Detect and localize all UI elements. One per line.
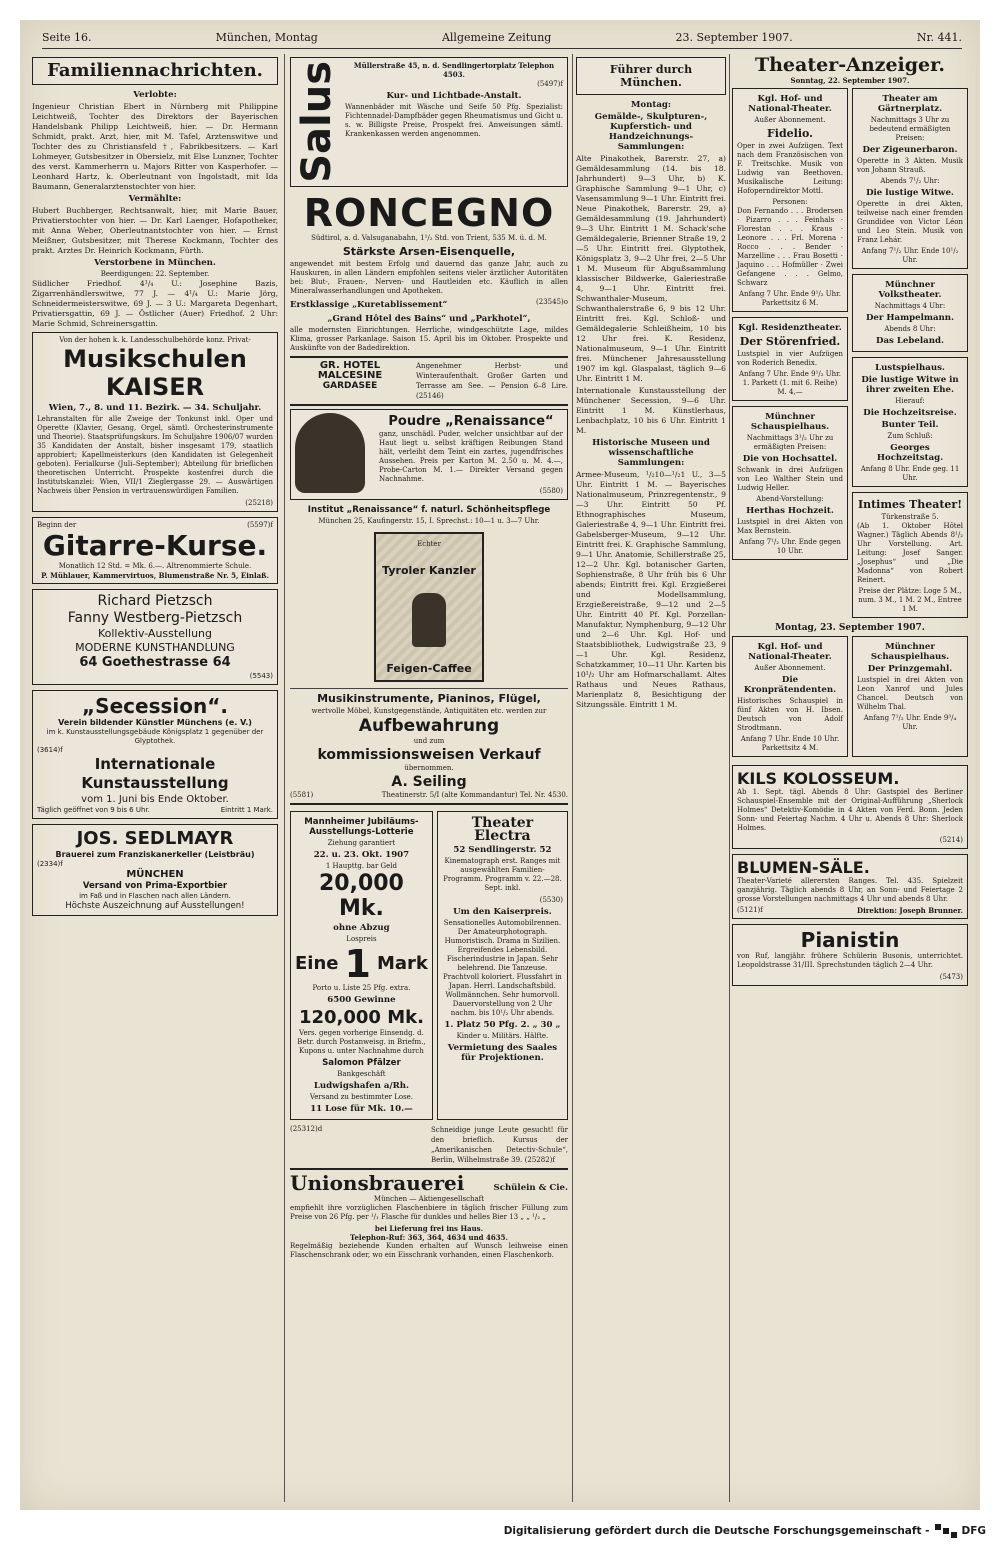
schau-time-2: Anfang 7¹/₂ Uhr. Ende gegen 10 Uhr. xyxy=(739,538,841,555)
pianistin-number: (5473) xyxy=(939,973,963,981)
res-time: Anfang 7 Uhr. Ende 9¹/₂ Uhr. xyxy=(739,370,841,378)
gitarre-text: Monatlich 12 Std. = Mk. 6.—. Altrenommierte Schule. xyxy=(58,562,252,570)
seiling-address: Theatinerstr. 5/I (alte Kommandantur) Tel. Nr. 4530. xyxy=(381,790,568,799)
gitarre-title: Gitarre-Kurse. xyxy=(42,529,268,562)
intimes-text: (Ab 1. Oktober Hôtel Wagner.) Täglich Abends 8¹/₂ Uhr Vorstellung. Art. Leitung: Josef Sanger. „Josephus“ und „Die Madonna“ von Robert Reinert. xyxy=(857,522,963,584)
hof-play: Fidelio. xyxy=(766,127,813,140)
pietzsch-name-2: Fanny Westberg-Pietzsch xyxy=(67,610,243,626)
newspaper-title: Allgemeine Zeitung xyxy=(441,30,552,44)
pianistin-ad xyxy=(732,924,968,986)
unions-sub: München — Aktiengesellschaft xyxy=(373,1194,485,1203)
hof2-title: Kgl. Hof- und National-Theater. xyxy=(748,642,832,662)
electra-number: (5530) xyxy=(539,895,563,904)
intimes-price: Preise der Plätze: Loge 5 M., num. 3 M., 1 M. 2 M., Entree 1 M. xyxy=(858,587,962,613)
hof-text: Oper in zwei Aufzügen. Text nach dem Französischen von F. Treitschke. Musik von Ludwig van Beethoven. Musikalische Leitung: Hofoperndirektor Mottl. xyxy=(737,142,843,195)
unions-title: Unionsbrauerei xyxy=(290,1170,465,1195)
lust-bunter: Bunter Teil. xyxy=(881,420,939,430)
column-rule xyxy=(572,54,573,1502)
hof2-text: Historisches Schauspiel in fünf Akten von H. Ibsen. Deutsch von Adolf Strodtmann. xyxy=(737,697,843,732)
digitization-footer xyxy=(0,1516,1000,1546)
pietzsch-ad xyxy=(32,589,278,685)
pfaelzer-name: Salomon Pfälzer xyxy=(322,1057,401,1068)
kanzler-figure-icon xyxy=(412,593,446,647)
dfg-logo-text: DFG xyxy=(961,1525,986,1537)
kils-title: KILS KOLOSSEUM. xyxy=(737,769,900,788)
seiling-number: (5581) xyxy=(290,790,314,799)
gaertner-play: Der Zigeunerbaron. xyxy=(862,145,958,155)
salus-kur: Kur- und Lichtbade-Anstalt. xyxy=(386,91,522,101)
secession-number: (3614)f xyxy=(37,746,63,754)
intimes-title: Intimes Theater! xyxy=(857,498,963,511)
pietzsch-exhibition: Kollektiv-Ausstellung xyxy=(97,627,213,640)
res-price: 1. Parkett (1. mit 6. Reihe) M. 4,— xyxy=(742,379,838,396)
detektiv-number: (25282)f xyxy=(524,1155,555,1164)
lotterie-ziehung: Ziehung garantiert xyxy=(327,838,396,847)
fuehrer-montag: Montag: xyxy=(630,100,672,110)
intl-exhibition-title: Internationale Kunstausstellung xyxy=(81,755,229,792)
hof2-play: Die Kronprätendenten. xyxy=(743,675,837,695)
salus-ad xyxy=(290,57,568,187)
und-zum: und zum xyxy=(413,736,445,745)
column-rule xyxy=(284,54,285,1502)
musik-title: Musikinstrumente, Pianinos, Flügel, xyxy=(317,691,541,705)
schau-text-2: Lustspiel in drei Akten von Max Bernstein. xyxy=(737,518,843,535)
kur-sub: „Grand Hôtel des Bains“ und „Parkhotel“, xyxy=(327,313,531,324)
schau-time: Nachmittags 3¹/₂ Uhr zu ermäßigten Preisen: xyxy=(746,434,834,451)
electra-ad xyxy=(437,811,568,1120)
lotterie-haupt: 1 Haupttg. bar Geld xyxy=(325,861,398,870)
uebernommen: übernommen. xyxy=(404,763,454,772)
lotterie-gewinne: 6500 Gewinne xyxy=(327,994,396,1005)
gitarre-address: P. Mühlauer, Kammervirtuos, Blumenstraße Nr. 5, Einlaß. xyxy=(41,571,269,580)
schau2-time: Anfang 7¹/₂ Uhr. Ende 9³/₄ Uhr. xyxy=(863,714,957,731)
unions-text: empfiehlt ihre vorzüglichen Flaschenbiere in täglich frischer Füllung zum Preise von 26 Pfg. per ¹/₁ Flasche für dunkles und helles Bier 13 „ „ ¹/₂ „ xyxy=(290,1203,568,1221)
kanzler-title: Tyroler Kanzler xyxy=(382,563,476,577)
kur-text: alle modernsten Einrichtungen. Herrliche, windgeschützte Lage, mildes Klima, grosser Parkanlage. Saison 15. April bis im Oktober. Prospekte und Auskünfte von der Badedirektion. xyxy=(290,325,568,352)
poudre-text: ganz, unschädl. Puder, welcher unsichtbar auf der Haut liegt u. selbst kräftigen Reibungen Stand hält, verleiht dem Teint ein zartes, jugendfrisches Aussehen. Preis per Karton M. 2.50 u. M. 4.—, Probe-Carton M. 1.— Direkter Versand gegen Nachnahme. xyxy=(379,429,563,483)
unions-frei: bei Lieferung frei ins Haus. xyxy=(374,1223,484,1233)
kils-number: (5214) xyxy=(939,836,963,844)
electra-title: Theater Electra xyxy=(471,814,534,844)
kur-heading: Erstklassige „Kuretablissement“ xyxy=(290,299,448,310)
musikschulen-ad xyxy=(32,332,278,512)
hof-price: Parkettsitz 6 M. xyxy=(761,299,819,307)
gaertner-box xyxy=(852,88,968,269)
woman-portrait-icon xyxy=(295,413,365,493)
roncegno-heading: Stärkste Arsen-Eisenquelle, xyxy=(342,244,516,258)
musikschulen-text: Lehranstalten für alle Zweige der Tonkunst inkl. Oper und Operette (Klavier, Gesang, Orgel, sämtl. Orchesterinstrumente und Theorie). Staatsprüfungskurs. Im Schuljahre 1906/07 wurden 35 Kandidaten der Anstalt, bisher insgesamt 179, staatlich approbiert; Kapellmeisterkurs (den Kandidaten ist Gelegenheit geboten). Ferialkurse (Juli–September); Abteilung für brieflichen theoretischen Unterricht. Prospekte kostenfrei durch die Institutskanzlei: Wien, VII/1 Zieglergasse 29. — Auswärtigen Nachweis über Pension in vertrauenswürdigen Familien. xyxy=(37,415,273,495)
schau-abend: Abend-Vorstellung: xyxy=(756,495,824,503)
blumen-title: BLUMEN-SÄLE. xyxy=(737,858,870,877)
footer-text: Digitalisierung gefördert durch die Deutsche Forschungsgemeinschaft - xyxy=(503,1525,930,1537)
gitarre-number: (5597)f xyxy=(247,521,273,529)
volks-play: Der Hampelmann. xyxy=(865,313,955,323)
page-number: Seite 16. xyxy=(42,30,92,44)
gitarre-intro: Beginn der xyxy=(37,521,77,529)
intl-price: Eintritt 1 Mark. xyxy=(220,806,273,814)
hof2-box xyxy=(732,636,848,757)
electra-kaiser: Um den Kaiserpreis. xyxy=(453,906,552,917)
detektiv-text: Schneidige junge Leute gesucht! für den brieflich. Kursus der „Amerikanischen Detectiv-Schule“, Berlin, Wilhelmstraße 39. xyxy=(431,1125,568,1164)
sedlmayr-line-3: Höchste Auszeichnung auf Ausstellungen! xyxy=(65,901,245,911)
issue-number: Nr. 441. xyxy=(916,30,962,44)
vermaehlte-heading: Vermählte: xyxy=(128,194,182,204)
lotterie-sum-2: 120,000 Mk. xyxy=(298,1006,424,1028)
secession-ad xyxy=(32,690,278,819)
schau2-play: Der Prinzgemahl. xyxy=(867,664,953,674)
lotterie-porto: Porto u. Liste 25 Pfg. extra. xyxy=(312,983,411,992)
volks-time: Nachmittags 4 Uhr: xyxy=(874,302,946,310)
malcesine-number: (25146) xyxy=(416,391,444,400)
fuehrer-text-3: Armee-Museum, ¹/₂10—¹/₂1 U., 3—5 Uhr. Eintritt 1 M. — Bayerisches Nationalmuseum, Prinzregentenstr., 9—3 Uhr. Eintritt 50 Pf. Ethnographisches Museum, Galeriestraße 4, 9—1 Uhr. Eintritt frei. Gabelsberger-Museum, 9—12 Uhr. Eintritt frei. K. Graphische Sammlung, 9—1 Uhr. Anatomie, Schillerstraße 25, 12—2 Uhr. Kgl. botanischer Garten, Sophienstraße, 8 Uhr früh bis 6 Uhr abends; Eintritt frei. Kgl. Erzgießerei und Modellsammlung, Erzgießereistraße, 9—12 und 2—5 Uhr. Eintritt 40 Pf. Kgl. Porzellan-Manufaktur, Nymphenburg, 9—12 Uhr und 2—6 Uhr. Kgl. Hof- und Staatsbibliothek, Ludwigstraße 23, 9—1 Uhr. Kgl. Residenz, Schatzkammer, 10—11 Uhr. Karten bis 10¹/₂ Uhr am Hofmarschallamt. Altes Rathaus und Neues Rathaus, Marienplatz 8, Besichtigung der Sitzungssäle. Eintritt 1 M. xyxy=(576,470,726,709)
gaertner-time-2: Anfang 7¹/₂ Uhr. Ende 10¹/₂ Uhr. xyxy=(861,247,959,264)
bank-line: Bankgeschäft xyxy=(337,1069,386,1078)
electra-preis: 1. Platz 50 Pfg. 2. „ 30 „ xyxy=(444,1019,561,1030)
salus-logo: Salus xyxy=(294,61,340,183)
detektiv-number-2: (25312)d xyxy=(290,1124,323,1133)
fuehrer-hist: Historische Museen und wissenschaftliche Sammlungen: xyxy=(592,438,710,468)
sedlmayr-line-1: Versand von Prima-Exportbier xyxy=(82,881,228,891)
lotterie-sum: 20,000 Mk. xyxy=(318,870,404,921)
unions-foot: Regelmäßig beziehende Kunden erhalten auf Wunsch leihweise einen Flaschenschrank oder, wo ein Eisschrank vorhanden, einen Flaschenkorb. xyxy=(290,1241,568,1259)
roncegno-text: angewendet mit bestem Erfolg und dauernd das ganze Jahr, auch zu Hauskuren, in allen Ländern empfohlen seitens vieler ärztlicher Autoritäten bei: Blut-, Frauen-, Nerven- und Hautleiden etc. Käuflich in allen Mineralwasserhandlungen und Apotheken. xyxy=(290,259,568,295)
lotterie-los: Lospreis xyxy=(346,934,377,943)
family-notices-title-box xyxy=(32,57,278,85)
pietzsch-number: (5543) xyxy=(249,672,273,680)
salus-number: (5497)f xyxy=(537,80,563,88)
gitarre-ad xyxy=(32,517,278,584)
unions-tel: Telephon-Ruf: 363, 364, 4634 und 4635. xyxy=(350,1232,508,1242)
blumen-number: (5121)f xyxy=(737,906,763,914)
verlobte-text: Ingenieur Christian Ebert in Nürnberg mit Philippine Leichtweiß, Tochter des Direktors der Bayerischen Handelsbank Philipp Leichtweiß, hier. — Dr. Hermann Schmidt, prakt. Arzt, hier, mit M. Tafel, Arztenswitwe und Tochter des zu Christiansfeld †, Fabrikbesitzers. — Karl Lohmeyer, Gutsbesitzer in Obersielz, mit Else Lunzner, Tochter des verst. Kammerherrn u. Majors Ritter von Kasperhofer. — Leonhard Hartz, k. Oberleutnant von Ingolstadt, mit Ida Baumann, Generalarztenstochter von hier. xyxy=(32,102,278,191)
lotterie-text: Vers. gegen vorherige Einsendg. d. Betr. durch Postanweisg. in Briefm., Kupons u. unter Nachnahme durch xyxy=(297,1028,426,1055)
electra-text: Kinematograph erst. Ranges mit ausgewählten Familien-Programm. Programm v. 22.—28. Sept. inkl. xyxy=(443,856,562,892)
page-header xyxy=(42,26,962,49)
verstorbene-heading: Verstorbene in München. xyxy=(94,258,216,268)
schau-play-2: Herthas Hochzeit. xyxy=(746,506,834,516)
electra-address: 52 Sendlingerstr. 52 xyxy=(453,844,552,855)
volks-box xyxy=(852,274,968,352)
malcesine-ad xyxy=(290,361,568,401)
column-1 xyxy=(32,54,278,1502)
ludwigshafen-line: Ludwigshafen a/Rh. xyxy=(313,1080,409,1091)
issue-date: 23. September 1907. xyxy=(675,30,793,44)
kils-text: Ab 1. Sept. tägl. Abends 8 Uhr: Gastspiel des Berliner Schauspiel-Ensemble mit der Original-Aufführung „Sherlock Holmes“ Detektiv-Komödie in 4 Akten von Ferd. Bonn. Jeden Sonn- und Feiertag Nachm. 4 Uhr u. Abends 8 Uhr: Sherlock Holmes. xyxy=(737,788,963,832)
verlobte-heading: Verlobte: xyxy=(133,90,177,100)
lust-title: Lustspielhaus. xyxy=(875,363,945,373)
hof2-time: Anfang 7 Uhr. Ende 10 Uhr. xyxy=(740,735,840,743)
musikschulen-intro: Von der hohen k. k. Landesschulbehörde konz. Privat- xyxy=(59,336,251,344)
poudre-number: (5580) xyxy=(539,486,563,495)
lust-play: Die lustige Witwe in ihrer zweiten Ehe. xyxy=(861,375,959,395)
kanzler-bottom: Feigen-Caffee xyxy=(386,661,472,675)
schau-text: Schwank in drei Aufzügen von Leo Walther Stein und Ludwig Heller. xyxy=(737,466,843,492)
schau-play: Die von Hochsattel. xyxy=(742,454,838,464)
hof-cast: Don Fernando . . . Brodersen · Pizarro . . . Feinhals · Florestan . . . Kraus · Leonore . . . Frl. Morena · Rocco . . . Bender · Marzelline . . . Frau Bosetti · Jaquino . . . Hofmüller · Zwei Gefangene . . . Gelmo, Schwarz xyxy=(737,207,843,287)
secession-sub: Verein bildender Künstler Münchens (e. V.) xyxy=(58,718,252,727)
sedlmayr-number: (2334)f xyxy=(37,860,63,868)
mark-word: Mark xyxy=(376,952,428,974)
electra-items: Sensationelles Automobilrennen. Der Amateurphotograph. Humoristisch. Drama in Sizilien. Ergreifendes Lebensbild. Fischerindustrie in Japan. Sehr belehrend. Die Tanzeuse. Prachtvoll koloriert. Flussfahrt in Japan. Herrl. Landschaftsbild. Wollmännchen. Sehr humorvoll. Dauervorstellung von 2 Uhr nachm. bis 10¹/₂ Uhr abends. xyxy=(443,918,562,1017)
intl-exhibition-dates: vom 1. Juni bis Ende Oktober. xyxy=(81,794,229,805)
kur-number: (23545)o xyxy=(536,297,568,306)
electra-kinder: Kinder u. Militärs. Hälfte. xyxy=(456,1031,549,1040)
poudre-institute: Institut „Renaissance“ f. naturl. Schönheitspflege xyxy=(307,504,551,515)
res-play: Der Störenfried. xyxy=(739,335,841,348)
place-date-left: München, Montag xyxy=(215,30,318,44)
kommission: kommissionsweisen Verkauf xyxy=(317,746,541,763)
malcesine-sub: GARDASEE xyxy=(322,380,378,391)
sedlmayr-title: JOS. SEDLMAYR xyxy=(76,828,234,849)
schau2-box xyxy=(852,636,968,757)
versand-line: Versand zu bestimmter Lose. xyxy=(309,1092,414,1101)
musikschulen-number: (25218) xyxy=(245,499,273,507)
fuehrer-title: Führer durch München. xyxy=(609,63,693,89)
intimes-box xyxy=(852,492,968,618)
poudre-address: München 25, Kaufingerstr. 15, I. Sprechst.: 10—1 u. 3—7 Uhr. xyxy=(318,516,540,525)
schau2-text: Lustspiel in drei Akten von Leon Xanrof und Jules Chancel. Deutsch von Wilhelm Thal. xyxy=(857,676,963,711)
theater-montag: Montag, 23. September 1907. xyxy=(775,623,925,633)
blumen-sub: Theater-Varieté allerersten Ranges. Tel. 435. Spielzeit ganzjährig. Täglich abends 8 Uhr, an Sonn- und Feiertage 2 grosse Vorstellungen nachmittags 4 Uhr und abends 8 Uhr. xyxy=(737,877,963,903)
hof-abo: Außer Abonnement. xyxy=(754,116,826,124)
column-rule xyxy=(729,54,730,1502)
intl-open-hours: Täglich geöffnet von 9 bis 6 Uhr. xyxy=(37,806,150,814)
theater-sonntag: Sonntag, 22. September 1907. xyxy=(790,76,910,85)
hof-title: Kgl. Hof- und National-Theater. xyxy=(748,94,832,114)
poudre-title: Poudre „Renaissance“ xyxy=(388,413,554,429)
sedlmayr-sub: Brauerei zum Franziskanerkeller (Leistbräu) xyxy=(55,850,255,859)
volks-title: Münchner Volkstheater. xyxy=(878,280,942,300)
roncegno-title: RONCEGNO xyxy=(303,190,555,235)
family-notices-title: Familiennachrichten. xyxy=(47,60,263,81)
sedlmayr-line-2: im Faß und in Flaschen nach allen Ländern. xyxy=(79,892,231,900)
res-title: Kgl. Residenztheater. xyxy=(738,323,842,333)
sedlmayr-city: MÜNCHEN xyxy=(126,869,184,880)
secession-title: „Secession“. xyxy=(82,694,228,718)
hof-time: Anfang 7 Uhr. Ende 9¹/₂ Uhr. xyxy=(739,290,841,298)
electra-vermietung: Vermietung des Saales für Projektionen. xyxy=(447,1042,558,1063)
hof2-abo: Außer Abonnement. xyxy=(754,664,826,672)
pietzsch-name-1: Richard Pietzsch xyxy=(97,593,213,609)
res-theater-box xyxy=(732,317,848,401)
fuehrer-title-box xyxy=(576,57,726,95)
lust-play-2: Die Hochzeitsreise. xyxy=(863,408,957,418)
schau-title: Münchner Schauspielhaus. xyxy=(750,412,830,432)
roncegno-location: Südtirol, a. d. Valsuganabahn, 1¹/₂ Std. von Trient, 535 M. ü. d. M. xyxy=(311,233,547,242)
gaertner-play-2: Die lustige Witwe. xyxy=(866,188,954,198)
salus-text: Wannenbäder mit Wäsche und Seife 50 Pfg. Spezialist: Fichtennadel-Dampfbäder gegen Rheumatismus und Gicht u. s. w. Billigste Preise, Prospekt frei. Anweisungen sämtl. Krankenkassen werden angenommen. xyxy=(345,103,563,138)
musikschulen-title: Musikschulen KAISER xyxy=(63,345,247,401)
column-4 xyxy=(732,54,968,1502)
fuehrer-sub: Gemälde-, Skulpturen-, Kupferstich- und Handzeichnungs-Sammlungen: xyxy=(594,112,708,152)
lust-play-3: Georges Hochzeitstag. xyxy=(876,443,944,463)
hof-theater-box xyxy=(732,88,848,312)
lotterie-title: Mannheimer Jubiläums-Ausstellungs-Lotterie xyxy=(304,816,419,837)
dfg-logo-icon xyxy=(935,1524,986,1538)
coffee-package-icon xyxy=(374,532,484,682)
schau2-title: Münchner Schauspielhaus. xyxy=(870,642,950,662)
beerdigungen-line: Beerdigungen: 22. September. xyxy=(100,270,210,278)
volks-play-2: Das Lebeland. xyxy=(876,336,944,346)
malcesine-title: HOTEL MALCESINE xyxy=(317,359,383,381)
fuehrer-text-2: Internationale Kunstausstellung der Münchener Secession, 9—6 Uhr. Eintritt 1 M. Künstlerhaus, Lenbachplatz, 10 bis 6 Uhr. Eintritt 1 M. xyxy=(576,386,726,435)
lust-schluss: Zum Schluß: xyxy=(887,432,933,440)
gaertner-text-2: Operette in drei Akten, teilweise nach einer fremden Grundidee von Victor Léon und Leo Stein. Musik von Franz Lehár. xyxy=(857,200,963,244)
gaertner-title: Theater am Gärtnerplatz. xyxy=(877,94,943,114)
pietzsch-shop: MODERNE KUNSTHANDLUNG xyxy=(75,641,235,654)
verstorbene-text: Südlicher Friedhof. 4¹/₄ U.: Josephine Bazis, Zigarrenhändlerswitwe, 77 J. — 4¹/₄ U.: Marie Jörg, Schneidermeisterswitwe, 69 J. — 3 U.: Margareta Degenhart, Privatiersgattin, 69 J. — Östlicher (Auer) Friedhof. 2 Uhr: Marie Schmid, Schreinersgattin. xyxy=(32,279,278,328)
aufbewahrung: Aufbewahrung xyxy=(358,715,500,736)
volks-abend: Abends 8 Uhr: xyxy=(884,325,936,333)
hof2-price: Parkettsitz 4 M. xyxy=(761,744,819,752)
gaertner-text: Operette in 3 Akten. Musik von Johann Strauß. xyxy=(857,157,963,174)
seiling-name: A. Seiling xyxy=(391,773,467,790)
sedlmayr-ad xyxy=(32,824,278,916)
pietzsch-address: 64 Goethestrasse 64 xyxy=(79,655,231,670)
malcesine-text: Angenehmer Herbst- und Winteraufenthalt. Großer Garten und Terrasse am See. — Pension 6–8 Lire. xyxy=(416,361,568,390)
lust-hierauf: Hierauf: xyxy=(895,397,925,405)
salus-address: Müllerstraße 45, n. d. Sendlingertorplatz Telephon 4503. xyxy=(353,61,555,79)
gaertner-abend: Abends 7¹/₂ Uhr: xyxy=(880,177,940,185)
pianistin-text: von Ruf, langjähr. frühere Schülerin Busonis, unterrichtet. Leopoldstrasse 31/III. Sprechstunden täglich 2—4 Uhr. xyxy=(737,952,963,969)
vermaehlte-text: Hubert Buchberger, Rechtsanwalt, hier, mit Marie Bauer, Privatierstochter von hier. — Dr. Karl Laenger, Hofapotheker, mit Anna Weber, Oberleutnantstochter von hier. — Ernst Meißner, Gutsbesitzer, mit Therese Kockmann, Tochter des prakt. Arztes Dr. Heinrich Kockmann, Fürth. xyxy=(32,206,278,255)
newspaper-page xyxy=(20,20,980,1510)
poudre-ad xyxy=(290,409,568,500)
musik-sub: wertvolle Möbel, Kunstgegenstände, Antiquitäten etc. werden zur xyxy=(311,706,547,715)
kanzler-top: Echter xyxy=(417,539,441,548)
unions-owner: Schülein & Cie. xyxy=(493,1182,568,1193)
musikschulen-sub: Wien, 7., 8. und 11. Bezirk. — 34. Schuljahr. xyxy=(48,403,262,413)
lotterie-ad xyxy=(290,811,433,1120)
fuehrer-text-1: Alte Pinakothek, Barerstr. 27, a) Gemäldesammlung (14. bis 18. Jahrhundert) 9—3 Uhr, b) K. Graphische Sammlung 9—1 Uhr, c) Vasensammlung 9—1 Uhr. Eintritt frei. Neue Pinakothek, Barerstr. 29, a) Gemäldesammlung (19. Jahrhundert) 9—3 Uhr. Eintritt 1 M. Schack'sche Gemäldegalerie, Brienner Straße 19, 2—5 Uhr. Eintritt frei. Glyptothek, Königsplatz 3, 9—2 Uhr frei, 2—5 Uhr 1 M. Museum für Abgußsammlung klassischer Bildwerke, Galeriestraße 4, 9—1 Uhr. Eintritt frei. Schwanthaler-Museum, Schwanthalerstraße 6, 9 bis 12 Uhr. Eintritt frei. Kgl. Schloß- und Gemäldegalerie Schleißheim, 10 bis 12 Uhr frei. K. Residenz, Nationalmuseum, 9—1 Uhr. Eintritt frei. Münchener Jahresausstellung 1907 im kgl. Glaspalast, täglich 9—6 Uhr. Eintritt 1 M. xyxy=(576,154,726,383)
column-2 xyxy=(290,54,568,1502)
pianistin-title: Pianistin xyxy=(800,928,900,952)
malcesine-gr: GR. xyxy=(319,359,340,371)
column-3 xyxy=(576,54,726,1502)
theater-title: Theater-Anzeiger. xyxy=(754,54,946,76)
blumen-ad xyxy=(732,854,968,919)
secession-text: im k. Kunstausstellungsgebäude Königsplatz 1 gegenüber der Glyptothek. xyxy=(46,728,264,745)
hof-personen: Personen: xyxy=(772,198,808,206)
lotterie-abzug: ohne Abzug xyxy=(333,922,390,933)
schau-theater-box xyxy=(732,406,848,560)
intimes-address: Türkenstraße 5. xyxy=(881,513,939,521)
blumen-direction: Direktion: Joseph Brunner. xyxy=(857,906,963,915)
lust-time: Anfang 8 Uhr. Ende geg. 11 Uhr. xyxy=(860,465,960,482)
res-text: Lustspiel in vier Aufzügen von Roderich Benedix. xyxy=(737,350,843,367)
one-numeral: 1 xyxy=(344,941,371,986)
lose-line: 11 Lose für Mk. 10.— xyxy=(310,1103,413,1114)
kils-ad xyxy=(732,765,968,849)
gaertner-time: Nachmittags 3 Uhr zu bedeutend ermäßigten Preisen: xyxy=(869,116,951,142)
eine-word: Eine xyxy=(295,952,339,974)
kanzler-ad xyxy=(290,532,568,682)
lust-box xyxy=(852,357,968,487)
lotterie-date: 22. u. 23. Okt. 1907 xyxy=(313,849,410,860)
